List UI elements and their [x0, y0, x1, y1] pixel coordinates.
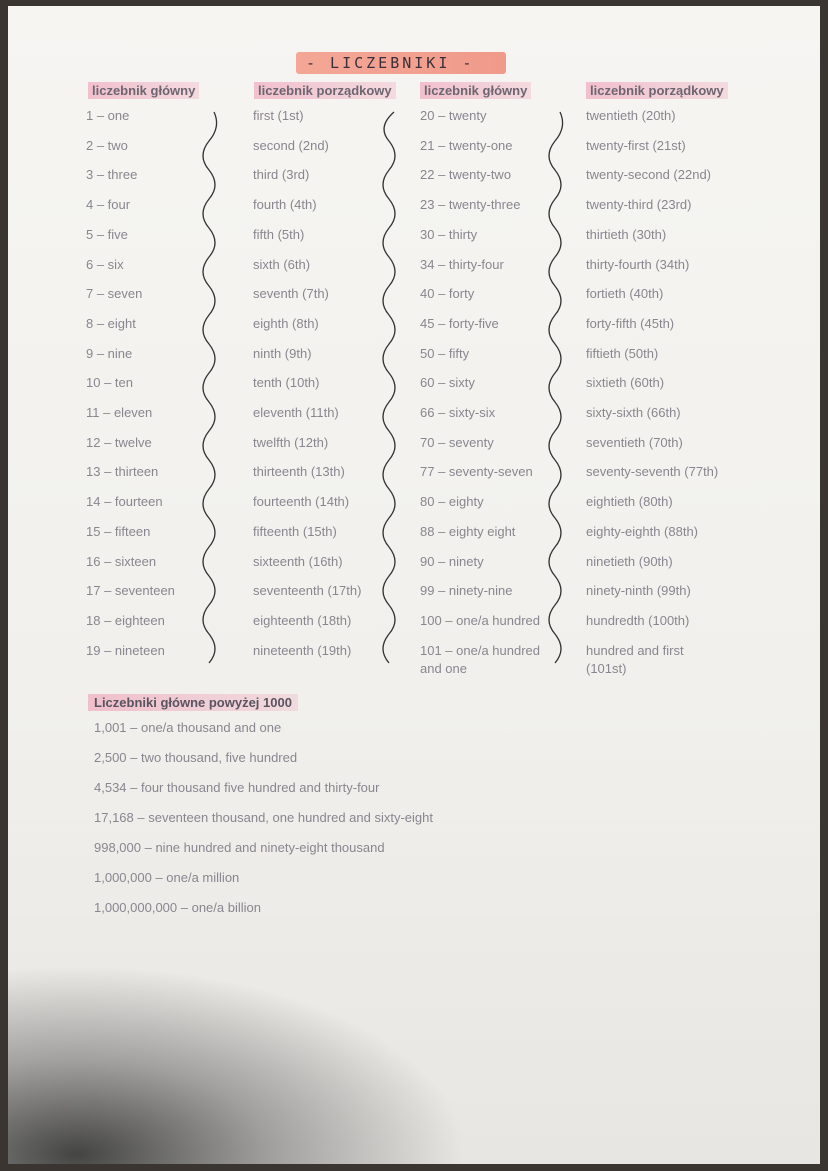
ordinal-item: thirteenth (13th)	[253, 464, 345, 480]
ordinal-item: twenty-first (21st)	[586, 137, 686, 153]
cardinal-item: 4 – four	[86, 197, 131, 213]
cardinal-item: 30 – thirty	[420, 226, 478, 242]
ordinal-item: fourth (4th)	[253, 197, 317, 213]
cardinal-item: 34 – thirty-four	[420, 256, 504, 272]
wavy-brace-3	[540, 106, 570, 676]
cardinal-item: 7 – seven	[86, 286, 143, 302]
ordinal-item: eighth (8th)	[253, 315, 319, 331]
cardinal-item: 17 – seventeen	[86, 583, 175, 599]
cardinal-item: 22 – twenty-two	[420, 167, 512, 183]
ordinal-item: hundredth (100th)	[586, 612, 690, 628]
cardinal-item: 11 – eleven	[86, 405, 153, 420]
ordinal-item: thirtieth (30th)	[586, 226, 667, 242]
photo-shadow	[8, 964, 468, 1164]
ordinal-item: fifteenth (15th)	[253, 523, 337, 539]
cardinal-item: 13 – thirteen	[86, 464, 159, 480]
cardinal-item: 10 – ten	[86, 375, 133, 391]
ordinal-item: eightieth (80th)	[586, 494, 673, 510]
ordinal-item: ninetieth (90th)	[586, 553, 673, 569]
ordinal-item: twelfth (12th)	[253, 434, 329, 450]
large-number-item: 2,500 – two thousand, five hundred	[94, 750, 298, 765]
cardinal-item: 19 – nineteen	[86, 642, 165, 658]
header-ordinal-2: liczebnik porządkowy	[586, 82, 728, 99]
ordinal-item: seventieth (70th)	[586, 434, 683, 450]
cardinal-item: 23 – twenty-three	[420, 197, 521, 213]
cardinal-item: 101 – one/a hundred and one	[420, 642, 540, 676]
cardinal-item: 9 – nine	[86, 345, 133, 361]
large-number-item: 1,001 – one/a thousand and one	[94, 720, 282, 735]
ordinal-item: sixty-sixth (66th)	[586, 405, 681, 420]
large-number-item: 998,000 – nine hundred and ninety-eight thousand	[94, 840, 385, 855]
ordinal-item: eleventh (11th)	[253, 405, 339, 420]
header-cardinal-1: liczebnik główny	[88, 82, 199, 99]
title-text: - LICZEBNIKI -	[306, 54, 475, 72]
cardinal-item: 2 – two	[86, 137, 128, 153]
cardinal-item: 99 – ninety-nine	[420, 583, 513, 599]
cardinal-item: 15 – fifteen	[86, 523, 151, 539]
cardinal-item: 77 – seventy-seven	[420, 464, 533, 480]
header-cardinal-2: liczebnik główny	[420, 82, 531, 99]
large-number-item: 4,534 – four thousand five hundred and thirty-four	[94, 780, 380, 795]
cardinal-item: 1 – one	[86, 108, 130, 123]
large-number-item: 1,000,000,000 – one/a billion	[94, 900, 261, 915]
cardinal-item: 60 – sixty	[420, 375, 475, 391]
ordinal-item: tenth (10th)	[253, 375, 320, 391]
cardinal-item: 18 – eighteen	[86, 612, 165, 628]
document-page	[8, 6, 820, 1164]
ordinal-item: thirty-fourth (34th)	[586, 256, 690, 272]
cardinal-item: 45 – forty-five	[420, 315, 499, 331]
ordinal-item: ninth (9th)	[253, 345, 312, 361]
cardinal-item: 88 – eighty eight	[420, 523, 516, 539]
wavy-brace-2	[374, 106, 404, 676]
cardinal-item: 100 – one/a hundred	[420, 612, 540, 628]
cardinal-item: 5 – five	[86, 226, 128, 242]
ordinal-item: hundred and first (101st)	[586, 642, 684, 676]
large-number-item: 1,000,000 – one/a million	[94, 870, 240, 885]
cardinal-item: 20 – twenty	[420, 108, 487, 123]
ordinal-item: nineteenth (19th)	[253, 642, 352, 658]
cardinal-item: 50 – fifty	[420, 345, 470, 361]
ordinal-item: eighteenth (18th)	[253, 612, 352, 628]
ordinal-item: seventy-seventh (77th)	[586, 464, 719, 480]
cardinal-item: 12 – twelve	[86, 434, 152, 450]
ordinal-item: eighty-eighth (88th)	[586, 523, 699, 539]
cardinal-item: 14 – fourteen	[86, 494, 163, 510]
cardinal-item: 90 – ninety	[420, 553, 484, 569]
ordinal-item: fiftieth (50th)	[586, 345, 659, 361]
ordinal-item: fifth (5th)	[253, 226, 305, 242]
ordinal-item: twenty-second (22nd)	[586, 167, 712, 183]
cardinal-item: 40 – forty	[420, 286, 475, 302]
cardinal-item: 3 – three	[86, 167, 138, 183]
cardinal-item: 70 – seventy	[420, 434, 494, 450]
cardinal-item: 6 – six	[86, 256, 124, 272]
ordinal-item: sixth (6th)	[253, 256, 311, 272]
ordinal-item: sixteenth (16th)	[253, 553, 343, 569]
ordinal-item: seventeenth (17th)	[253, 583, 362, 599]
wavy-brace-1	[194, 106, 224, 676]
ordinal-item: fourteenth (14th)	[253, 494, 350, 510]
cardinal-item: 16 – sixteen	[86, 553, 157, 569]
cardinal-item: 21 – twenty-one	[420, 137, 513, 153]
cardinal-item: 8 – eight	[86, 315, 136, 331]
ordinal-item: twentieth (20th)	[586, 108, 676, 123]
header-ordinal-1: liczebnik porządkowy	[254, 82, 396, 99]
ordinal-item: ninety-ninth (99th)	[586, 583, 691, 599]
ordinal-item: seventh (7th)	[253, 286, 329, 302]
ordinal-item: third (3rd)	[253, 167, 310, 183]
ordinal-item: fortieth (40th)	[586, 286, 664, 302]
handwritten-title	[296, 52, 506, 74]
ordinal-item: first (1st)	[253, 108, 304, 123]
ordinal-item: forty-fifth (45th)	[586, 315, 675, 331]
cardinal-item: 66 – sixty-six	[420, 405, 496, 420]
cardinal-item: 80 – eighty	[420, 494, 484, 510]
ordinal-item: sixtieth (60th)	[586, 375, 665, 391]
large-number-item: 17,168 – seventeen thousand, one hundred and sixty-eight	[94, 810, 433, 825]
ordinal-item: twenty-third (23rd)	[586, 197, 692, 213]
ordinal-item: second (2nd)	[253, 137, 329, 153]
section-title: Liczebniki główne powyżej 1000	[88, 694, 298, 711]
